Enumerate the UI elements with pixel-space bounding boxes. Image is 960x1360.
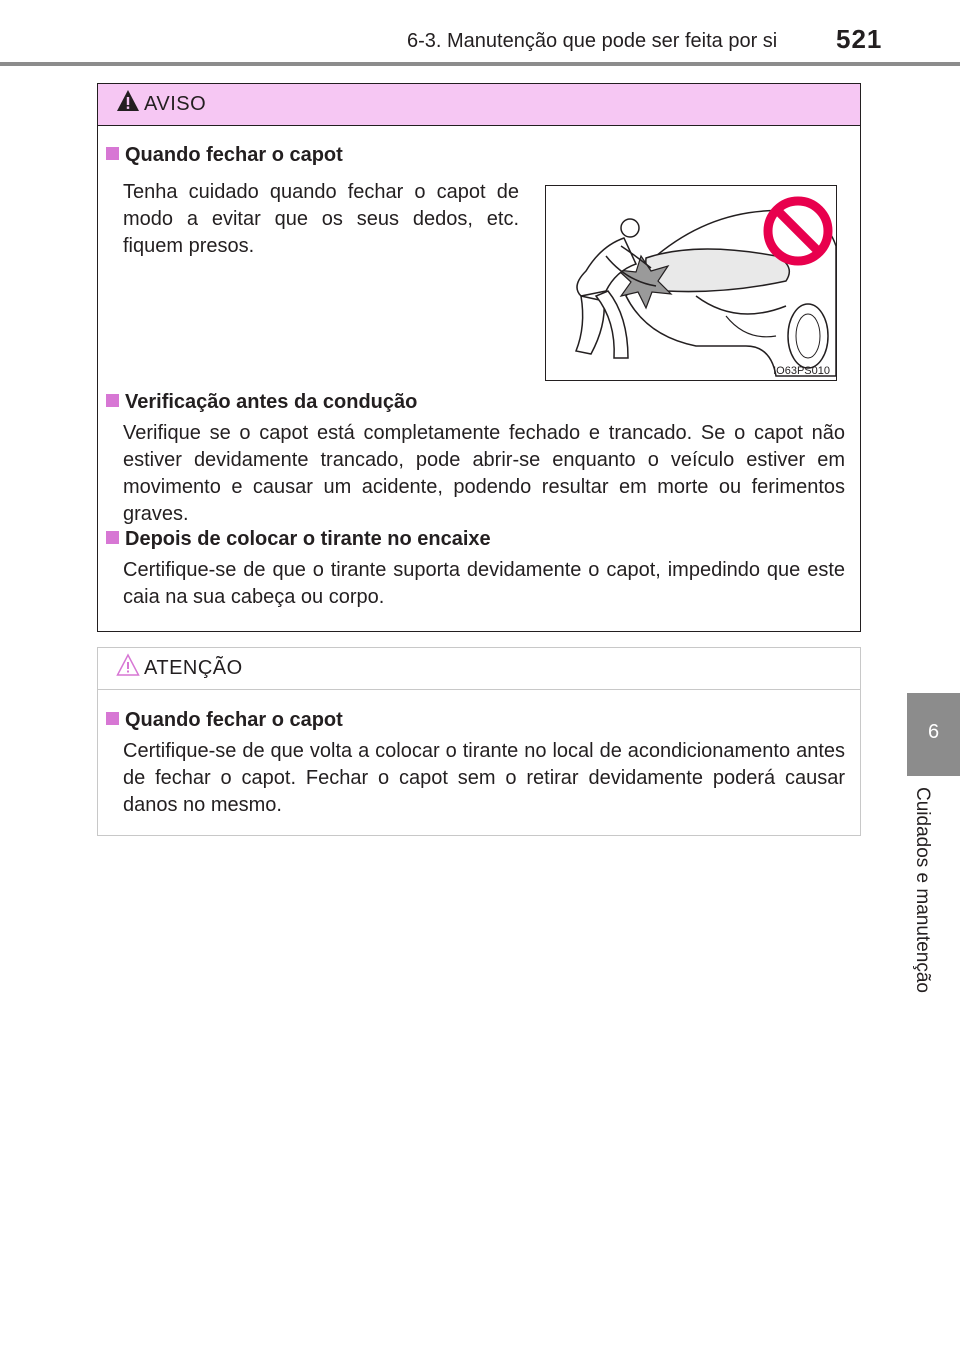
chapter-tab	[907, 693, 960, 776]
bullet-square-icon	[106, 531, 119, 544]
page-number: 521	[836, 24, 883, 54]
bullet-square-icon	[106, 394, 119, 407]
caution-heading-1: Quando fechar o capot	[106, 709, 343, 732]
warning-heading-1: Quando fechar o capot	[106, 144, 343, 167]
hood-pinch-illustration-icon	[546, 186, 836, 380]
hood-closing-illustration	[545, 185, 837, 381]
warning-heading-3: Depois de colocar o tirante no encaixe	[106, 528, 491, 551]
warning-box	[97, 83, 861, 632]
warning-text-3: Certifique-se de que o tirante suporta devidamente o capot, impedindo que este caia na sua cabeça ou corpo.	[123, 559, 845, 608]
header-rule	[0, 62, 960, 66]
figure-code: IO63PS010	[773, 365, 830, 377]
section-title: 6-3. Manutenção que pode ser feita por si	[407, 30, 778, 52]
page-header	[0, 0, 960, 66]
caution-text-1: Certifique-se de que volta a colocar o tirante no local de acondicionamento antes de fechar o capot. Fechar o capot sem o retirar devidamente poderá causar danos no mesmo.	[123, 740, 845, 816]
chapter-title: Cuidados e manutenção	[912, 787, 933, 993]
caution-triangle-icon	[116, 653, 140, 677]
warning-triangle-icon	[116, 89, 140, 113]
warning-text-2: Verifique se o capot está completamente fechado e trancado. Se o capot não estiver devidamente trancado, pode abrir-se enquanto o veículo estiver em movimento e causar um acidente, podendo resultar em morte ou ferimentos graves.	[123, 422, 845, 525]
bullet-square-icon	[106, 147, 119, 160]
caution-title: ATENÇÃO	[144, 657, 243, 679]
bullet-square-icon	[106, 712, 119, 725]
warning-text-1: Tenha cuidado quando fechar o capot de modo a evitar que os seus dedos, etc. fiquem presos.	[123, 181, 519, 257]
warning-title-bar	[98, 84, 860, 126]
chapter-number: 6	[927, 721, 940, 743]
caution-box	[97, 647, 861, 836]
warning-heading-2: Verificação antes da condução	[106, 391, 417, 414]
warning-title: AVISO	[144, 93, 207, 115]
caution-title-bar	[98, 648, 860, 690]
